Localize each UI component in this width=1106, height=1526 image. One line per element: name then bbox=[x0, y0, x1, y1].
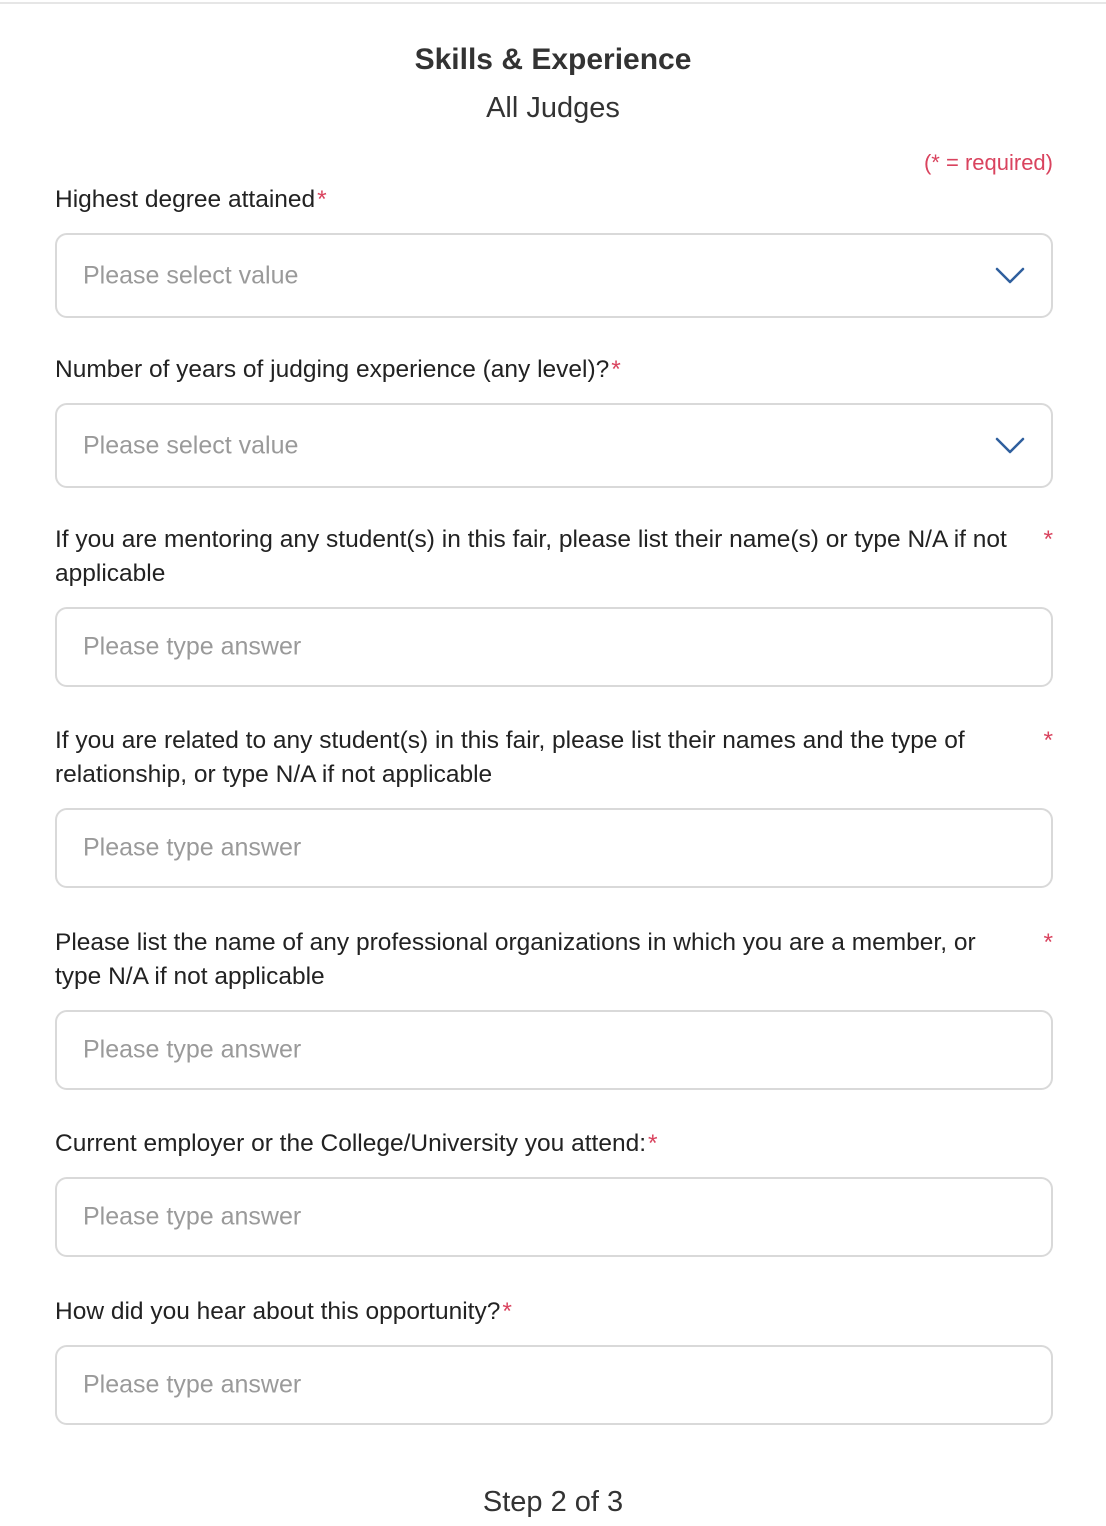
required-legend: (* = required) bbox=[923, 150, 1053, 175]
required-star: * bbox=[502, 1298, 512, 1325]
field-label-text: Highest degree attained bbox=[55, 186, 316, 213]
field-label bbox=[55, 523, 1053, 591]
step-indicator: Step 2 of 3 bbox=[482, 1486, 624, 1518]
field-label bbox=[55, 1127, 1053, 1161]
field-label-text: Please list the name of any professional organizations in which you are a member, or type N/A if not applicable bbox=[55, 929, 976, 990]
related-students-input[interactable] bbox=[55, 808, 1053, 888]
field-label-text: How did you hear about this opportunity? bbox=[55, 1298, 501, 1325]
mentoring-students-input[interactable] bbox=[55, 607, 1053, 687]
heard-about-input[interactable] bbox=[55, 1345, 1053, 1425]
page-title: Skills & Experience bbox=[414, 43, 692, 76]
chevron-down-icon bbox=[995, 437, 1025, 455]
required-star: * bbox=[648, 1130, 658, 1157]
field-professional-organizations bbox=[55, 926, 1053, 1090]
current-employer-input[interactable] bbox=[55, 1177, 1053, 1257]
field-label bbox=[55, 183, 1053, 217]
required-star: * bbox=[1043, 727, 1053, 754]
required-star: * bbox=[1043, 526, 1053, 553]
select-placeholder: Please select value bbox=[83, 261, 299, 289]
professional-organizations-input[interactable] bbox=[55, 1010, 1053, 1090]
field-label-text: If you are related to any student(s) in this fair, please list their names and the type of relationship, or type N/A if not applicable bbox=[55, 727, 965, 788]
field-mentoring-students bbox=[55, 523, 1053, 687]
required-star: * bbox=[1043, 929, 1053, 956]
field-judging-years bbox=[55, 353, 1053, 488]
input-placeholder: Please type answer bbox=[83, 1202, 302, 1231]
select-placeholder: Please select value bbox=[83, 431, 299, 459]
page-header bbox=[0, 38, 1106, 130]
top-divider bbox=[0, 2, 1106, 4]
field-label bbox=[55, 353, 1053, 387]
highest-degree-select[interactable] bbox=[55, 233, 1053, 318]
field-related-students bbox=[55, 724, 1053, 888]
field-label-text: If you are mentoring any student(s) in this fair, please list their name(s) or type N/A if not applicable bbox=[55, 526, 1007, 587]
field-label bbox=[55, 926, 1053, 994]
required-star: * bbox=[611, 356, 621, 383]
chevron-down-icon bbox=[995, 267, 1025, 285]
field-label-text: Number of years of judging experience (any level)? bbox=[55, 356, 610, 383]
field-label bbox=[55, 1295, 1053, 1329]
field-heard-about bbox=[55, 1295, 1053, 1425]
field-current-employer bbox=[55, 1127, 1053, 1257]
judging-years-select[interactable] bbox=[55, 403, 1053, 488]
input-placeholder: Please type answer bbox=[83, 632, 302, 661]
field-highest-degree bbox=[55, 183, 1053, 318]
page-subtitle: All Judges bbox=[486, 92, 620, 124]
field-label bbox=[55, 724, 1053, 792]
input-placeholder: Please type answer bbox=[83, 1370, 302, 1399]
field-label-text: Current employer or the College/University you attend: bbox=[55, 1130, 647, 1157]
input-placeholder: Please type answer bbox=[83, 833, 302, 862]
input-placeholder: Please type answer bbox=[83, 1035, 302, 1064]
required-star: * bbox=[317, 186, 327, 213]
